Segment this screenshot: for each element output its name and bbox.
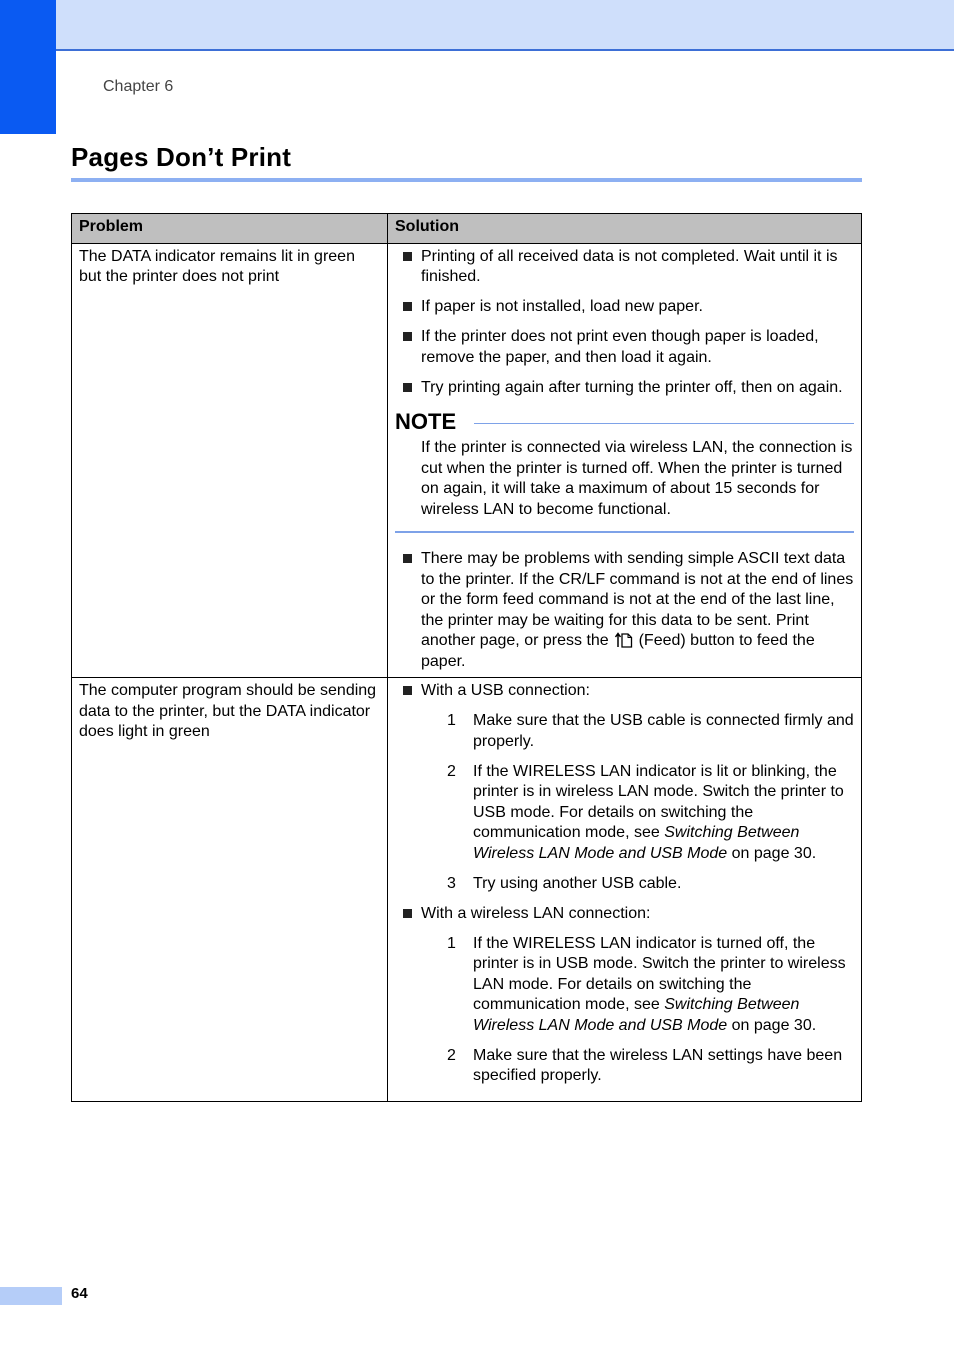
chapter-label: Chapter 6: [103, 78, 174, 95]
numbered-step: 1 Make sure that the USB cable is connected firmly and properly.: [447, 712, 854, 750]
troubleshooting-table: [71, 213, 862, 1102]
list-item: [395, 904, 854, 1087]
wlan-connection-label: With a wireless LAN connection:: [421, 904, 651, 922]
note-text: If the printer is connected via wireless LAN, the connection is cut when the printer is turned off. When the printer is turned on again, it will take a maximum of about 15 seconds for wireless LAN to become functional.: [421, 439, 853, 518]
table-row: [72, 243, 862, 678]
usb-steps: [421, 711, 854, 894]
square-bullet-icon: [403, 909, 412, 918]
numbered-step: 3 Try using another USB cable.: [447, 874, 682, 892]
page-number: 64: [71, 1285, 88, 1302]
cross-reference: Switching Between Wireless LAN Mode and USB Mode: [473, 824, 800, 862]
footer-band: [0, 1287, 62, 1305]
note-title: NOTE: [395, 409, 457, 434]
numbered-step: 2 Make sure that the wireless LAN settings have been specified properly.: [447, 1046, 843, 1084]
square-bullet-icon: [403, 302, 412, 311]
list-item: [395, 681, 854, 894]
title-underline: [71, 178, 862, 182]
note-box: [395, 408, 854, 533]
list-item: Try printing again after turning the printer off, then on again.: [395, 378, 854, 399]
page-title: Pages Don’t Print: [71, 142, 292, 172]
square-bullet-icon: [403, 332, 412, 341]
solution-cell: [388, 243, 862, 678]
note-bottom-divider: [395, 531, 854, 533]
numbered-step: 2 If the WIRELESS LAN indicator is lit or blinking, the printer is in wireless LAN mode. Switch the printer to USB mode. For details on switching the communication mode, see Switching Between Wireless LAN Mode and USB Mode on page 30.: [447, 762, 844, 862]
wlan-steps: [421, 934, 854, 1087]
square-bullet-icon: [403, 383, 412, 392]
usb-connection-label: With a USB connection:: [421, 682, 590, 699]
problem-cell: The computer program should be sending data to the printer, but the DATA indicator does light in green: [72, 678, 388, 1102]
header-band: [0, 0, 954, 51]
cross-reference: Switching Between Wireless LAN Mode and USB Mode: [473, 996, 800, 1034]
table-header-row: [72, 214, 862, 244]
square-bullet-icon: [403, 252, 412, 261]
numbered-step: 1 If the WIRELESS LAN indicator is turned off, the printer is in USB mode. Switch the printer to wireless LAN mode. For details on switching the communication mode, see Switching Between Wireless LAN Mode and USB Mode on page 30.: [447, 934, 846, 1034]
list-item: Printing of all received data is not completed. Wait until it is finished.: [395, 247, 854, 288]
solution-list: [395, 247, 854, 399]
problem-column-header: Problem: [72, 214, 388, 244]
square-bullet-icon: [403, 686, 412, 695]
note-divider: [474, 423, 854, 424]
solution-list: [395, 549, 854, 672]
table-row: [72, 678, 862, 1102]
solution-list: [395, 681, 854, 1087]
chapter-side-tab: [0, 0, 56, 134]
list-item: If paper is not installed, load new paper.: [395, 297, 854, 318]
feed-button-icon: [614, 632, 633, 648]
problem-cell: The DATA indicator remains lit in green but the printer does not print: [72, 243, 388, 678]
solution-cell: [388, 678, 862, 1102]
solution-column-header: Solution: [388, 214, 862, 244]
square-bullet-icon: [403, 554, 412, 563]
list-item: If the printer does not print even though paper is loaded, remove the paper, and then load it again.: [395, 327, 854, 368]
list-item: There may be problems with sending simple ASCII text data to the printer. If the CR/LF command is not at the end of lines or the form feed command is not at the end of the last line, the printer may be waiting for this data to be sent. Print another page, or press the (Feed) button to feed the paper.: [395, 549, 854, 672]
